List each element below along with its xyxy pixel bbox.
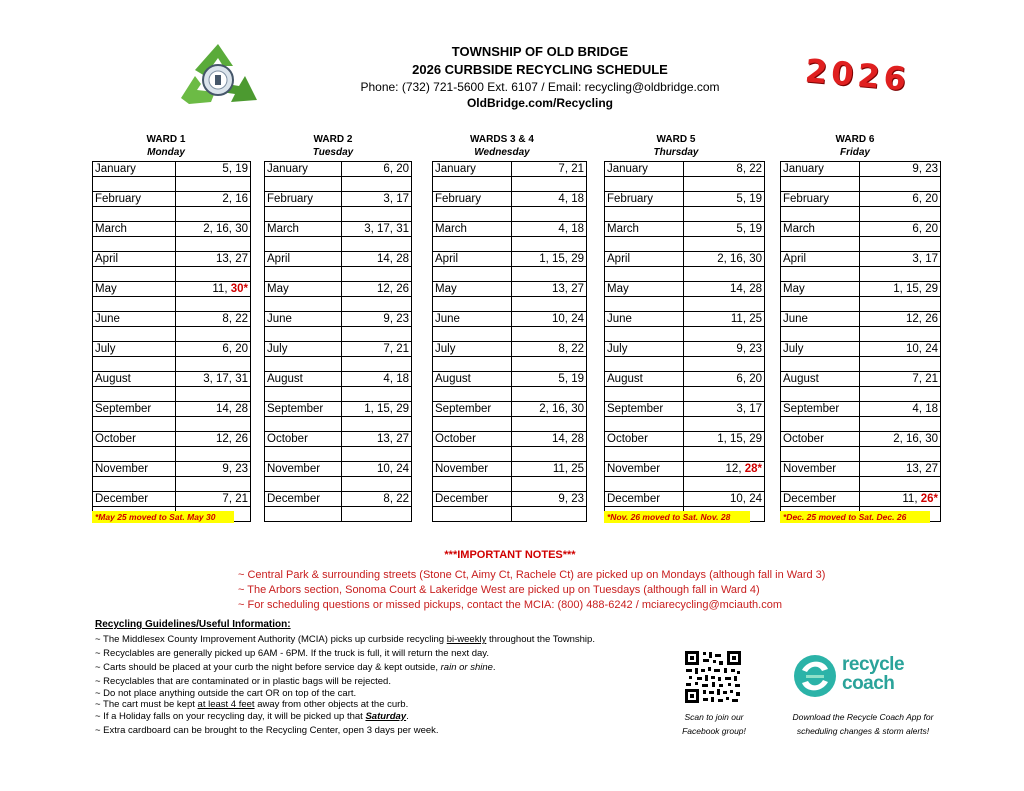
dates-cell: 7, 21 (860, 372, 941, 387)
month-cell: October (265, 432, 342, 447)
township-title: TOWNSHIP OF OLD BRIDGE (451, 44, 629, 59)
ward-heading (616, 133, 736, 159)
dates-cell: 1, 15, 29 (512, 252, 587, 267)
table-row-spacer (265, 447, 412, 462)
month-cell: July (781, 342, 860, 357)
table-row-spacer (93, 417, 251, 432)
table-row (433, 402, 587, 417)
table-row (781, 492, 941, 507)
table-row (93, 402, 251, 417)
dates-cell: 3, 17, 31 (342, 222, 412, 237)
month-cell: April (265, 252, 342, 267)
dates-cell: 5, 19 (684, 222, 765, 237)
table-row-spacer (781, 417, 941, 432)
month-cell: April (433, 252, 512, 267)
table-row (781, 342, 941, 357)
dates-cell: 10, 24 (684, 492, 765, 507)
dates-cell: 4, 18 (512, 192, 587, 207)
dates-cell: 8, 22 (342, 492, 412, 507)
holiday-date: 30* (230, 283, 248, 295)
table-row-spacer (781, 267, 941, 282)
table-row (433, 192, 587, 207)
month-cell: December (781, 492, 860, 507)
table-row-spacer (433, 357, 587, 372)
dates-cell: 1, 15, 29 (860, 282, 941, 297)
month-cell: December (605, 492, 684, 507)
dates-cell: 4, 18 (860, 402, 941, 417)
table-row-spacer (781, 237, 941, 252)
ward-heading (273, 133, 393, 159)
table-row-spacer (781, 297, 941, 312)
dates-cell: 8, 22 (176, 312, 251, 327)
dates-cell: 2, 16 (176, 192, 251, 207)
table-row (93, 342, 251, 357)
guideline-item: ~ Do not place anything outside the cart OR on top of the cart. (95, 687, 357, 699)
table-row (781, 162, 941, 177)
dates-cell: 9, 23 (342, 312, 412, 327)
table-row (265, 492, 412, 507)
table-row-spacer (265, 327, 412, 342)
month-cell: May (605, 282, 684, 297)
table-row-spacer (605, 297, 765, 312)
table-row (265, 162, 412, 177)
dates-cell: 11, 26* (860, 492, 941, 507)
contact-info: Phone: (732) 721-5600 Ext. 6107 / Email: recycling@oldbridge.com (360, 80, 720, 94)
month-cell: January (93, 162, 176, 177)
dates-cell: 5, 19 (176, 162, 251, 177)
ward-name: WARD 6 (835, 134, 875, 145)
table-row-spacer (93, 207, 251, 222)
month-cell: October (93, 432, 176, 447)
recycle-coach-caption: Download the Recycle Coach App for scheduling changes & storm alerts! (792, 712, 934, 736)
table-row (433, 492, 587, 507)
dates-cell: 7, 21 (176, 492, 251, 507)
table-row-spacer (433, 267, 587, 282)
table-row (781, 222, 941, 237)
month-cell: March (93, 222, 176, 237)
dates-cell: 8, 22 (512, 342, 587, 357)
dates-cell: 8, 22 (684, 162, 765, 177)
table-row (93, 192, 251, 207)
month-cell: January (605, 162, 684, 177)
table-row-spacer (265, 417, 412, 432)
table-row (265, 372, 412, 387)
dates-cell: 9, 23 (860, 162, 941, 177)
ward-schedule-table (264, 161, 412, 522)
month-cell: June (605, 312, 684, 327)
month-cell: October (781, 432, 860, 447)
table-row-spacer (605, 177, 765, 192)
month-cell: August (265, 372, 342, 387)
ward-name: WARD 1 (146, 134, 186, 145)
month-cell: November (93, 462, 176, 477)
dates-cell: 2, 16, 30 (512, 402, 587, 417)
table-row (433, 432, 587, 447)
holiday-date: 28* (744, 463, 762, 475)
table-row-spacer (605, 447, 765, 462)
guideline-item: ~ Recyclables are generally picked up 6AM - 6PM. If the truck is full, it will return the next day. (95, 648, 489, 659)
ward-name: WARD 5 (656, 134, 696, 145)
month-cell: November (605, 462, 684, 477)
dates-cell: 14, 28 (684, 282, 765, 297)
table-row (781, 192, 941, 207)
recycle-coach-logo[interactable] (792, 653, 914, 699)
table-row-spacer (93, 357, 251, 372)
month-cell: February (433, 192, 512, 207)
month-cell: May (265, 282, 342, 297)
dates-cell: 1, 15, 29 (342, 402, 412, 417)
table-row-spacer (93, 177, 251, 192)
table-row-spacer (433, 327, 587, 342)
month-cell: March (781, 222, 860, 237)
table-row-spacer (265, 237, 412, 252)
month-cell: April (93, 252, 176, 267)
table-row (605, 312, 765, 327)
table-row-spacer (605, 357, 765, 372)
table-row-spacer (433, 237, 587, 252)
dates-cell: 12, 26 (342, 282, 412, 297)
month-cell: May (781, 282, 860, 297)
dates-cell: 6, 20 (342, 162, 412, 177)
table-row (433, 372, 587, 387)
table-row (605, 492, 765, 507)
guideline-item: ~ The cart must be kept at least 4 feet away from other objects at the curb. (95, 699, 409, 710)
month-cell: November (433, 462, 512, 477)
month-cell: October (605, 432, 684, 447)
table-row-spacer (265, 357, 412, 372)
month-cell: April (605, 252, 684, 267)
table-row (93, 162, 251, 177)
dates-cell: 14, 28 (342, 252, 412, 267)
table-row (605, 162, 765, 177)
table-row-spacer (433, 447, 587, 462)
month-cell: March (605, 222, 684, 237)
table-row (781, 402, 941, 417)
table-row-spacer (93, 387, 251, 402)
dates-cell: 9, 23 (684, 342, 765, 357)
table-row (433, 282, 587, 297)
table-row (605, 402, 765, 417)
table-row (93, 222, 251, 237)
important-notes (238, 568, 825, 613)
table-row (781, 312, 941, 327)
month-cell: February (265, 192, 342, 207)
ward-name: WARDS 3 & 4 (470, 134, 534, 145)
facebook-qr-code[interactable] (683, 649, 743, 705)
table-row (433, 162, 587, 177)
dates-cell: 3, 17, 31 (176, 372, 251, 387)
month-cell: May (93, 282, 176, 297)
holiday-note: *May 25 moved to Sat. May 30 (92, 511, 234, 523)
table-row-spacer (433, 507, 587, 522)
recycle-coach-word1: recycle (842, 654, 905, 675)
table-row-spacer (781, 387, 941, 402)
website-link[interactable]: OldBridge.com/Recycling (466, 96, 614, 110)
dates-cell: 11, 30* (176, 282, 251, 297)
table-row-spacer (781, 447, 941, 462)
guideline-item: ~ Recyclables that are contaminated or in plastic bags will be rejected. (95, 676, 391, 687)
dates-cell: 2, 16, 30 (176, 222, 251, 237)
table-row-spacer (605, 327, 765, 342)
table-row-spacer (781, 357, 941, 372)
table-row (93, 492, 251, 507)
table-row (781, 252, 941, 267)
table-row (781, 282, 941, 297)
table-row (605, 222, 765, 237)
table-row-spacer (605, 267, 765, 282)
ward-day: Wednesday (474, 147, 530, 158)
month-cell: July (605, 342, 684, 357)
guideline-item: ~ Carts should be placed at your curb the night before service day & kept outside, rain or shine. (95, 662, 496, 673)
dates-cell: 7, 21 (512, 162, 587, 177)
table-row (265, 312, 412, 327)
table-row-spacer (605, 237, 765, 252)
month-cell: February (93, 192, 176, 207)
month-cell: September (93, 402, 176, 417)
month-cell: July (265, 342, 342, 357)
month-cell: September (433, 402, 512, 417)
note-item: ~ For scheduling questions or missed pickups, contact the MCIA: (800) 488-6242 / mciarecycling@mciauth.com (238, 599, 782, 611)
table-row-spacer (93, 477, 251, 492)
month-cell: February (781, 192, 860, 207)
guidelines-list (95, 634, 595, 739)
ward-heading (442, 133, 562, 159)
dates-cell: 12, 26 (176, 432, 251, 447)
month-cell: June (93, 312, 176, 327)
guideline-item: ~ The Middlesex County Improvement Authority (MCIA) picks up curbside recycling bi-weekly throughout the Township. (95, 634, 595, 645)
dates-cell: 13, 27 (176, 252, 251, 267)
table-row (433, 222, 587, 237)
table-row (433, 342, 587, 357)
month-cell: August (781, 372, 860, 387)
table-row (265, 342, 412, 357)
note-item: ~ The Arbors section, Sonoma Court & Lakeridge West are picked up on Tuesdays (although fall in Ward 4) (238, 584, 760, 596)
month-cell: January (781, 162, 860, 177)
table-row (605, 462, 765, 477)
table-row-spacer (265, 477, 412, 492)
table-row (265, 192, 412, 207)
table-row-spacer (605, 477, 765, 492)
dates-cell: 6, 20 (860, 222, 941, 237)
month-cell: March (265, 222, 342, 237)
table-row (781, 462, 941, 477)
table-row-spacer (781, 327, 941, 342)
table-row-spacer (265, 297, 412, 312)
table-row-spacer (433, 387, 587, 402)
ward-day: Monday (147, 147, 185, 158)
table-row-spacer (433, 297, 587, 312)
month-cell: December (93, 492, 176, 507)
table-row-spacer (605, 417, 765, 432)
month-cell: June (265, 312, 342, 327)
table-row-spacer (93, 237, 251, 252)
table-row-spacer (265, 177, 412, 192)
table-row (605, 432, 765, 447)
table-row-spacer (433, 207, 587, 222)
table-row (433, 312, 587, 327)
holiday-note: *Nov. 26 moved to Sat. Nov. 28 (604, 511, 750, 523)
table-row (605, 192, 765, 207)
dates-cell: 13, 27 (342, 432, 412, 447)
dates-cell: 6, 20 (684, 372, 765, 387)
month-cell: July (433, 342, 512, 357)
dates-cell: 11, 25 (512, 462, 587, 477)
table-row-spacer (781, 177, 941, 192)
month-cell: January (265, 162, 342, 177)
ward-day: Thursday (653, 147, 699, 158)
month-cell: August (433, 372, 512, 387)
dates-cell: 6, 20 (176, 342, 251, 357)
table-row (605, 252, 765, 267)
dates-cell: 9, 23 (512, 492, 587, 507)
month-cell: January (433, 162, 512, 177)
table-row (93, 462, 251, 477)
table-row (93, 252, 251, 267)
guideline-item: ~ If a Holiday falls on your recycling day, it will be picked up that Saturday. (95, 710, 409, 722)
document-header (290, 43, 790, 111)
holiday-date: 26* (920, 493, 938, 505)
month-cell: February (605, 192, 684, 207)
table-row (781, 372, 941, 387)
dates-cell: 14, 28 (176, 402, 251, 417)
table-row (265, 282, 412, 297)
dates-cell: 1, 15, 29 (684, 432, 765, 447)
dates-cell: 12, 26 (860, 312, 941, 327)
dates-cell: 10, 24 (860, 342, 941, 357)
table-row-spacer (265, 207, 412, 222)
month-cell: May (433, 282, 512, 297)
table-row-spacer (93, 297, 251, 312)
ward-heading (106, 133, 226, 159)
table-row-spacer (93, 267, 251, 282)
dates-cell: 5, 19 (684, 192, 765, 207)
qr-caption: Scan to join our Facebook group! (682, 712, 746, 736)
table-row (265, 222, 412, 237)
dates-cell: 6, 20 (860, 192, 941, 207)
year-badge: 2026 (803, 51, 912, 99)
ward-day: Friday (839, 147, 870, 158)
dates-cell: 11, 25 (684, 312, 765, 327)
recycle-coach-icon (792, 653, 838, 699)
dates-cell: 4, 18 (342, 372, 412, 387)
table-row-spacer (433, 477, 587, 492)
dates-cell: 13, 27 (512, 282, 587, 297)
table-row (93, 312, 251, 327)
dates-cell: 10, 24 (342, 462, 412, 477)
table-row-spacer (93, 447, 251, 462)
table-row-spacer (265, 507, 412, 522)
table-row (265, 402, 412, 417)
table-row (781, 432, 941, 447)
month-cell: December (433, 492, 512, 507)
dates-cell: 14, 28 (512, 432, 587, 447)
dates-cell: 5, 19 (512, 372, 587, 387)
table-row-spacer (781, 207, 941, 222)
recycle-coach-word2: coach (842, 673, 895, 694)
month-cell: November (781, 462, 860, 477)
month-cell: August (93, 372, 176, 387)
important-notes-title: ***IMPORTANT NOTES*** (444, 549, 576, 561)
schedule-title: 2026 CURBSIDE RECYCLING SCHEDULE (412, 62, 668, 77)
table-row-spacer (781, 477, 941, 492)
table-row (265, 432, 412, 447)
dates-cell: 9, 23 (176, 462, 251, 477)
dates-cell: 2, 16, 30 (860, 432, 941, 447)
ward-day: Tuesday (312, 147, 354, 158)
dates-cell: 10, 24 (512, 312, 587, 327)
month-cell: September (605, 402, 684, 417)
holiday-note: *Dec. 25 moved to Sat. Dec. 26 (780, 511, 930, 523)
month-cell: July (93, 342, 176, 357)
dates-cell: 13, 27 (860, 462, 941, 477)
ward-name: WARD 2 (313, 134, 353, 145)
table-row (265, 252, 412, 267)
table-row (605, 282, 765, 297)
dates-cell: 3, 17 (342, 192, 412, 207)
dates-cell: 3, 17 (684, 402, 765, 417)
month-cell: September (265, 402, 342, 417)
guideline-item: ~ Extra cardboard can be brought to the Recycling Center, open 3 days per week. (95, 724, 439, 736)
month-cell: October (433, 432, 512, 447)
ward-schedule-table (780, 161, 941, 522)
table-row (605, 372, 765, 387)
table-row-spacer (265, 267, 412, 282)
month-cell: March (433, 222, 512, 237)
ward-schedule-table (432, 161, 587, 522)
dates-cell: 4, 18 (512, 222, 587, 237)
table-row (93, 372, 251, 387)
ward-schedule-table (92, 161, 251, 522)
month-cell: April (781, 252, 860, 267)
table-row-spacer (433, 417, 587, 432)
dates-cell: 3, 17 (860, 252, 941, 267)
month-cell: August (605, 372, 684, 387)
table-row-spacer (433, 177, 587, 192)
table-row (433, 462, 587, 477)
note-item: ~ Central Park & surrounding streets (Stone Ct, Aimy Ct, Rachele Ct) are picked up on Mondays (although fall in Ward 3) (238, 569, 826, 581)
table-row (265, 462, 412, 477)
month-cell: November (265, 462, 342, 477)
table-row (93, 432, 251, 447)
table-row-spacer (265, 387, 412, 402)
month-cell: June (781, 312, 860, 327)
month-cell: June (433, 312, 512, 327)
month-cell: December (265, 492, 342, 507)
ward-schedule-table (604, 161, 765, 522)
table-row-spacer (605, 387, 765, 402)
ward-heading (795, 133, 915, 159)
dates-cell: 7, 21 (342, 342, 412, 357)
dates-cell: 12, 28* (684, 462, 765, 477)
table-row (605, 342, 765, 357)
table-row (433, 252, 587, 267)
table-row (93, 282, 251, 297)
table-row-spacer (93, 327, 251, 342)
guidelines-title: Recycling Guidelines/Useful Information: (95, 619, 291, 630)
month-cell: September (781, 402, 860, 417)
table-row-spacer (605, 207, 765, 222)
dates-cell: 2, 16, 30 (684, 252, 765, 267)
township-recycling-logo (175, 40, 261, 112)
